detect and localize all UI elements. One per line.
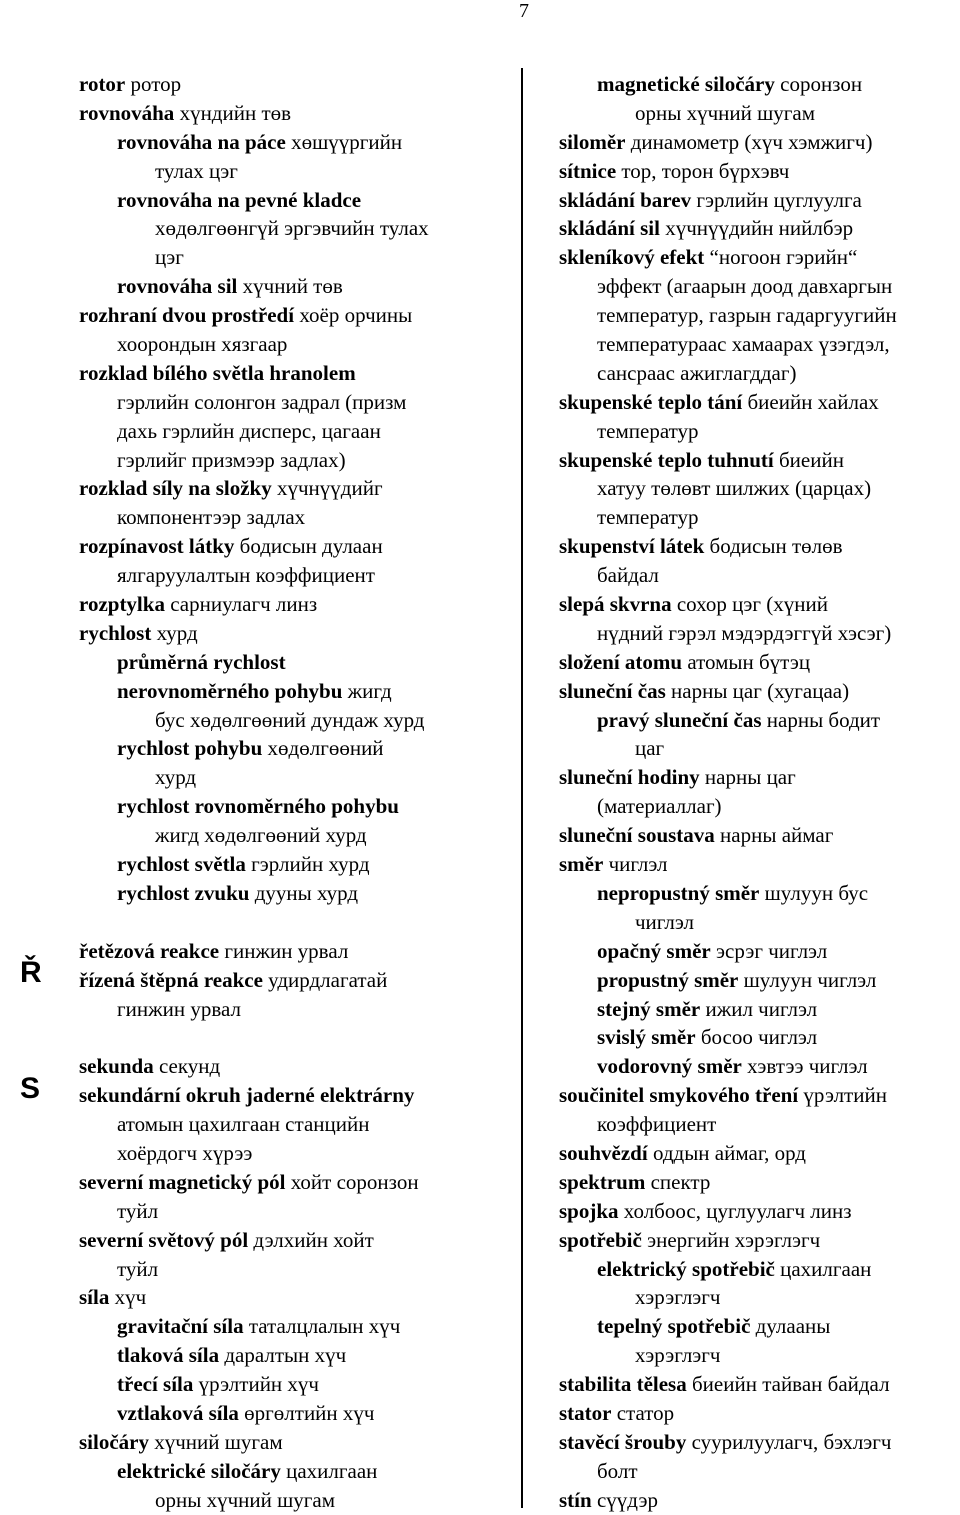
entry-translation: орны хүчний шугам bbox=[155, 1487, 336, 1512]
entry-translation: сансраас ажиглагддаг) bbox=[597, 360, 797, 385]
entry-translation: хурд bbox=[155, 765, 197, 790]
entry-translation: орны хүчний шугам bbox=[635, 100, 816, 125]
entry-term: řetězová reakce bbox=[79, 938, 220, 963]
column-divider bbox=[521, 68, 523, 1508]
entry-term: sekundární okruh jaderné elektrárny bbox=[79, 1083, 415, 1108]
entry-translation: гинжин урвал bbox=[117, 996, 241, 1021]
entry-term: skládání sil bbox=[559, 216, 660, 241]
dictionary-entry-line bbox=[559, 561, 959, 590]
dictionary-entry-line bbox=[79, 995, 509, 1024]
entry-translation: цэг bbox=[155, 245, 184, 270]
entry-translation: цахилгаан bbox=[280, 1458, 378, 1483]
dictionary-entry-line bbox=[79, 243, 509, 272]
entry-translation: сүүдэр bbox=[591, 1487, 658, 1512]
dictionary-entry-line bbox=[79, 1341, 509, 1370]
entry-translation: хөшүүргийн bbox=[285, 129, 403, 154]
entry-translation: босоо чиглэл bbox=[695, 1025, 818, 1050]
entry-term: rychlost světla bbox=[117, 852, 246, 877]
dictionary-entry-line bbox=[559, 763, 959, 792]
entry-term: rotor bbox=[79, 72, 126, 96]
entry-term: třecí síla bbox=[117, 1372, 194, 1397]
dictionary-entry-line bbox=[559, 995, 959, 1024]
dictionary-entry-line bbox=[559, 474, 959, 503]
dictionary-entry-line bbox=[559, 1081, 959, 1110]
entry-translation: эсрэг чиглэл bbox=[710, 938, 828, 963]
dictionary-entry-line bbox=[79, 1255, 509, 1284]
entry-term: souhvězdí bbox=[559, 1140, 648, 1165]
entry-translation: хоёр орчины bbox=[294, 303, 413, 328]
entry-translation: оддын аймаг, орд bbox=[647, 1140, 806, 1165]
entry-translation: жигд хөдөлгөөний хурд bbox=[155, 823, 367, 848]
dictionary-entry-line bbox=[79, 359, 509, 388]
dictionary-entry-line bbox=[79, 388, 509, 417]
entry-term: složení atomu bbox=[559, 649, 683, 674]
dictionary-entry-line bbox=[79, 1486, 509, 1515]
entry-translation: дууны хурд bbox=[249, 880, 359, 905]
entry-translation: хөдөлгөөний bbox=[262, 736, 384, 761]
dictionary-entry-line bbox=[79, 1457, 509, 1486]
dictionary-entry-line bbox=[79, 850, 509, 879]
entry-term: nepropustný směr bbox=[597, 880, 760, 905]
dictionary-entry-line bbox=[79, 937, 509, 966]
dictionary-entry-line bbox=[79, 1283, 509, 1312]
dictionary-entry-line bbox=[559, 214, 959, 243]
entry-term: rychlost pohybu bbox=[117, 736, 263, 761]
entry-translation: статор bbox=[611, 1400, 675, 1425]
entry-translation: (материаллаг) bbox=[597, 794, 722, 819]
entry-translation: температур bbox=[597, 505, 699, 530]
entry-term: rozptylka bbox=[79, 592, 165, 617]
entry-translation: шулуун чиглэл bbox=[738, 967, 877, 992]
dictionary-entry-line bbox=[559, 734, 959, 763]
entry-translation: үрэлтийн хүч bbox=[193, 1372, 319, 1397]
entry-term: stator bbox=[559, 1400, 612, 1425]
entry-translation: сохор цэг (хүний bbox=[671, 592, 828, 617]
entry-term: součinitel smykového tření bbox=[559, 1083, 799, 1108]
dictionary-entry-line bbox=[559, 359, 959, 388]
entry-term: rozklad síly na složky bbox=[79, 476, 272, 501]
dictionary-entry-line bbox=[559, 1110, 959, 1139]
dictionary-entry-line bbox=[79, 706, 509, 735]
dictionary-entry-line bbox=[79, 1370, 509, 1399]
entry-translation: динамометр (хүч хэмжигч) bbox=[625, 129, 873, 154]
dictionary-entry-line bbox=[79, 214, 509, 243]
dictionary-entry-line bbox=[79, 272, 509, 301]
dictionary-entry-line bbox=[79, 446, 509, 475]
entry-term: síla bbox=[79, 1285, 110, 1310]
entry-translation: сарниулагч линз bbox=[164, 592, 318, 617]
dictionary-entry-line bbox=[79, 1110, 509, 1139]
dictionary-entry-line bbox=[559, 1370, 959, 1399]
dictionary-entry-line bbox=[559, 619, 959, 648]
dictionary-entry-line bbox=[559, 648, 959, 677]
dictionary-entry-line bbox=[79, 561, 509, 590]
dictionary-entry-line bbox=[559, 388, 959, 417]
dictionary-entry-line bbox=[79, 1428, 509, 1457]
entry-translation: гэрлийн хурд bbox=[245, 852, 370, 877]
dictionary-entry-line bbox=[559, 157, 959, 186]
dictionary-entry-line bbox=[559, 272, 959, 301]
dictionary-entry-line bbox=[79, 734, 509, 763]
entry-term: stín bbox=[559, 1487, 592, 1512]
entry-term: spotřebič bbox=[559, 1227, 642, 1252]
entry-translation: атомын бүтэц bbox=[682, 649, 811, 674]
entry-translation: хэрэглэгч bbox=[635, 1343, 721, 1368]
dictionary-entry-line bbox=[79, 1312, 509, 1341]
dictionary-entry-line bbox=[79, 763, 509, 792]
entry-term: rozpínavost látky bbox=[79, 534, 235, 559]
entry-term: slepá skvrna bbox=[559, 592, 672, 617]
dictionary-entry-line bbox=[559, 1052, 959, 1081]
entry-translation: тор, торон бүрхэвч bbox=[616, 158, 790, 183]
entry-translation: биеийн хайлах bbox=[742, 389, 879, 414]
section-letter-s: S bbox=[20, 1072, 41, 1105]
entry-term: rovnováha na páce bbox=[117, 129, 286, 154]
entry-term: sluneční čas bbox=[559, 678, 666, 703]
entry-translation: температураас хамаарах үзэгдэл, bbox=[597, 332, 890, 357]
dictionary-entry-line bbox=[79, 792, 509, 821]
dictionary-entry-line bbox=[559, 70, 959, 99]
entry-translation: биеийн тайван байдал bbox=[686, 1372, 890, 1397]
entry-translation: хоёрдогч хүрээ bbox=[117, 1140, 253, 1165]
entry-translation: коэффициент bbox=[597, 1112, 717, 1137]
entry-translation: хэрэглэгч bbox=[635, 1285, 721, 1310]
dictionary-entry-line bbox=[559, 128, 959, 157]
entry-term: rovnováha na pevné kladce bbox=[117, 187, 362, 212]
entry-translation: хэвтээ чиглэл bbox=[741, 1054, 868, 1079]
entry-translation: гэрлийг призмээр задлах) bbox=[117, 447, 346, 472]
entry-translation: нарны аймаг bbox=[714, 823, 834, 848]
entry-translation: бодисын дулаан bbox=[234, 534, 383, 559]
dictionary-entry-line bbox=[79, 157, 509, 186]
dictionary-entry-line bbox=[79, 821, 509, 850]
entry-translation: хөдөлгөөнгүй эргэвчийн тулах bbox=[155, 216, 429, 241]
dictionary-entry-line bbox=[79, 966, 509, 995]
entry-term: rozklad bílého světla hranolem bbox=[79, 360, 356, 385]
dictionary-entry-line bbox=[559, 1457, 959, 1486]
entry-term: gravitační síla bbox=[117, 1314, 244, 1339]
entry-translation: хүч bbox=[109, 1285, 147, 1310]
dictionary-entry-line bbox=[79, 330, 509, 359]
dictionary-entry-line bbox=[559, 1255, 959, 1284]
dictionary-entry-line bbox=[79, 1197, 509, 1226]
entry-spacer bbox=[79, 908, 509, 937]
entry-term: vodorovný směr bbox=[597, 1054, 742, 1079]
entry-translation: нарны цаг (хугацаа) bbox=[665, 678, 850, 703]
entry-term: tlaková síla bbox=[117, 1343, 220, 1368]
dictionary-entry-line bbox=[79, 128, 509, 157]
entry-translation: суурилуулагч, бэхлэгч bbox=[686, 1429, 892, 1454]
dictionary-entry-line bbox=[79, 619, 509, 648]
dictionary-entry-line bbox=[79, 1226, 509, 1255]
entry-term: rozhraní dvou prostředí bbox=[79, 303, 295, 328]
entry-translation: удирдлагатай bbox=[262, 967, 388, 992]
dictionary-entry-line bbox=[559, 1486, 959, 1515]
dictionary-entry-line bbox=[559, 1428, 959, 1457]
entry-term: spektrum bbox=[559, 1169, 646, 1194]
entry-translation: чиглэл bbox=[603, 852, 668, 877]
entry-translation: нарны цаг bbox=[699, 765, 796, 790]
entry-translation: энергийн хэрэглэгч bbox=[641, 1227, 821, 1252]
entry-term: nerovnoměrného pohybu bbox=[117, 678, 343, 703]
entry-translation: спектр bbox=[645, 1169, 711, 1194]
dictionary-entry-line bbox=[559, 1023, 959, 1052]
entry-term: sluneční soustava bbox=[559, 823, 715, 848]
dictionary-entry-line bbox=[559, 446, 959, 475]
dictionary-entry-line bbox=[559, 937, 959, 966]
section-letter-r: Ř bbox=[20, 956, 42, 989]
entry-translation: болт bbox=[597, 1458, 638, 1483]
entry-translation: температур bbox=[597, 418, 699, 443]
entry-translation: гэрлийн солонгон задрал (призм bbox=[117, 389, 407, 414]
dictionary-entry-line bbox=[79, 1081, 509, 1110]
dictionary-entry-line bbox=[79, 474, 509, 503]
entry-translation: хүчнүүдийн нийлбэр bbox=[659, 216, 854, 241]
entry-translation: таталцлалын хүч bbox=[243, 1314, 401, 1339]
dictionary-entry-line bbox=[559, 1226, 959, 1255]
entry-term: tepelný spotřebič bbox=[597, 1314, 751, 1339]
entry-translation: биеийн bbox=[773, 447, 844, 472]
entry-term: stabilita tělesa bbox=[559, 1372, 687, 1397]
entry-term: severní magnetický pól bbox=[79, 1169, 286, 1194]
entry-translation: туйл bbox=[117, 1256, 159, 1281]
dictionary-entry-line bbox=[559, 590, 959, 619]
dictionary-entry-line bbox=[79, 590, 509, 619]
entry-translation: компонентээр задлах bbox=[117, 505, 306, 530]
dictionary-entry-line bbox=[559, 706, 959, 735]
entry-translation: шулуун бус bbox=[759, 880, 869, 905]
entry-term: skupenské teplo tuhnutí bbox=[559, 447, 774, 472]
dictionary-entry-line bbox=[559, 908, 959, 937]
entry-translation: хоорондын хязгаар bbox=[117, 332, 288, 357]
entry-translation: дэлхийн хойт bbox=[248, 1227, 374, 1252]
dictionary-entry-line bbox=[559, 503, 959, 532]
entry-translation: даралтын хүч bbox=[219, 1343, 347, 1368]
dictionary-entry-line bbox=[559, 1197, 959, 1226]
page-number: 7 bbox=[519, 0, 529, 22]
entry-translation: нүдний гэрэл мэдэрдэггүй хэсэг) bbox=[597, 620, 892, 645]
entry-term: magnetické siločáry bbox=[597, 72, 775, 96]
dictionary-entry-line bbox=[79, 1399, 509, 1428]
dictionary-column-right bbox=[559, 70, 959, 1515]
dictionary-entry-line bbox=[559, 1283, 959, 1312]
entry-term: sluneční hodiny bbox=[559, 765, 700, 790]
entry-translation: хүчнүүдийг bbox=[271, 476, 383, 501]
entry-translation: хойт соронзон bbox=[285, 1169, 419, 1194]
entry-translation: хатуу төлөвт шилжих (царцах) bbox=[597, 476, 872, 501]
dictionary-entry-line bbox=[559, 1168, 959, 1197]
entry-translation: жигд bbox=[342, 678, 392, 703]
entry-term: vztlaková síla bbox=[117, 1400, 239, 1425]
entry-translation: холбоос, цуглуулагч линз bbox=[618, 1198, 852, 1223]
entry-translation: “ногоон гэрийн“ bbox=[704, 245, 858, 270]
dictionary-entry-line bbox=[559, 1312, 959, 1341]
entry-translation: тулах цэг bbox=[155, 158, 238, 183]
entry-translation: атомын цахилгаан станцийн bbox=[117, 1112, 370, 1137]
entry-term: řízená štěpná reakce bbox=[79, 967, 263, 992]
dictionary-entry-line bbox=[559, 1139, 959, 1168]
entry-term: rovnováha bbox=[79, 100, 175, 125]
dictionary-entry-line bbox=[79, 532, 509, 561]
entry-translation: байдал bbox=[597, 563, 659, 588]
dictionary-entry-line bbox=[559, 301, 959, 330]
entry-translation: хүндийн төв bbox=[174, 100, 292, 125]
entry-term: skleníkový efekt bbox=[559, 245, 705, 270]
entry-translation: нарны бодит bbox=[761, 707, 881, 732]
dictionary-entry-line bbox=[559, 186, 959, 215]
entry-term: stejný směr bbox=[597, 996, 701, 1021]
entry-term: propustný směr bbox=[597, 967, 739, 992]
entry-translation: хурд bbox=[151, 620, 198, 645]
dictionary-entry-line bbox=[79, 186, 509, 215]
entry-translation: ротор bbox=[125, 72, 182, 96]
entry-term: sítnice bbox=[559, 158, 617, 183]
entry-translation: цаг bbox=[635, 736, 665, 761]
dictionary-entry-line bbox=[79, 677, 509, 706]
entry-translation: соронзон bbox=[774, 72, 863, 96]
dictionary-entry-line bbox=[79, 1168, 509, 1197]
dictionary-entry-line bbox=[559, 879, 959, 908]
entry-translation: бодисын төлөв bbox=[704, 534, 843, 559]
entry-term: stavěcí šrouby bbox=[559, 1429, 687, 1454]
dictionary-entry-line bbox=[559, 850, 959, 879]
entry-term: severní světový pól bbox=[79, 1227, 249, 1252]
entry-translation: туйл bbox=[117, 1198, 159, 1223]
dictionary-entry-line bbox=[559, 821, 959, 850]
dictionary-entry-line bbox=[559, 1399, 959, 1428]
entry-term: skupenské teplo tání bbox=[559, 389, 743, 414]
entry-translation: гэрлийн цуглуулга bbox=[691, 187, 862, 212]
entry-term: rychlost bbox=[79, 620, 152, 645]
entry-translation: секунд bbox=[153, 1054, 221, 1079]
entry-translation: температур, газрын гадаргуугийн bbox=[597, 303, 897, 328]
dictionary-entry-line bbox=[559, 532, 959, 561]
dictionary-entry-line bbox=[559, 417, 959, 446]
entry-term: rovnováha sil bbox=[117, 274, 238, 299]
entry-translation: үрэлтийн bbox=[798, 1083, 887, 1108]
entry-term: skupenství látek bbox=[559, 534, 705, 559]
entry-translation: ялгаруулалтын коэффициент bbox=[117, 563, 375, 588]
entry-term: průměrná rychlost bbox=[117, 649, 286, 674]
dictionary-entry-line bbox=[559, 243, 959, 272]
dictionary-entry-line bbox=[79, 417, 509, 446]
entry-term: elektrické siločáry bbox=[117, 1458, 281, 1483]
dictionary-entry-line bbox=[559, 330, 959, 359]
entry-translation: хүчний шугам bbox=[148, 1429, 283, 1454]
entry-term: směr bbox=[559, 852, 604, 877]
entry-term: rychlost rovnoměrného pohybu bbox=[117, 794, 399, 819]
entry-translation: чиглэл bbox=[635, 909, 694, 934]
dictionary-entry-line bbox=[559, 677, 959, 706]
entry-term: sekunda bbox=[79, 1054, 154, 1079]
entry-translation: өргөлтийн хүч bbox=[238, 1400, 375, 1425]
dictionary-entry-line bbox=[559, 792, 959, 821]
dictionary-entry-line bbox=[79, 1139, 509, 1168]
dictionary-entry-line bbox=[79, 503, 509, 532]
entry-translation: дахь гэрлийн дисперс, цагаан bbox=[117, 418, 381, 443]
entry-term: pravý sluneční čas bbox=[597, 707, 762, 732]
dictionary-entry-line bbox=[79, 301, 509, 330]
dictionary-entry-line bbox=[79, 1052, 509, 1081]
entry-translation: эффект (агаарын доод давхаргын bbox=[597, 274, 893, 299]
entry-spacer bbox=[79, 1023, 509, 1052]
entry-translation: дулааны bbox=[750, 1314, 831, 1339]
entry-term: svislý směr bbox=[597, 1025, 696, 1050]
dictionary-entry-line bbox=[79, 70, 509, 99]
dictionary-entry-line bbox=[79, 879, 509, 908]
entry-term: spojka bbox=[559, 1198, 619, 1223]
dictionary-entry-line bbox=[79, 99, 509, 128]
entry-term: opačný směr bbox=[597, 938, 711, 963]
dictionary-entry-line bbox=[559, 1341, 959, 1370]
entry-translation: хүчний төв bbox=[237, 274, 343, 299]
entry-term: rychlost zvuku bbox=[117, 880, 250, 905]
dictionary-column-left bbox=[79, 70, 509, 1515]
entry-term: skládání barev bbox=[559, 187, 692, 212]
entry-term: siloměr bbox=[559, 129, 626, 154]
entry-translation: гинжин урвал bbox=[219, 938, 349, 963]
dictionary-entry-line bbox=[559, 966, 959, 995]
entry-translation: ижил чиглэл bbox=[700, 996, 818, 1021]
entry-term: elektrický spotřebič bbox=[597, 1256, 775, 1281]
entry-term: siločáry bbox=[79, 1429, 149, 1454]
entry-translation: бус хөдөлгөөний дундаж хурд bbox=[155, 707, 425, 732]
dictionary-entry-line bbox=[79, 648, 509, 677]
dictionary-entry-line bbox=[559, 99, 959, 128]
entry-translation: цахилгаан bbox=[774, 1256, 872, 1281]
